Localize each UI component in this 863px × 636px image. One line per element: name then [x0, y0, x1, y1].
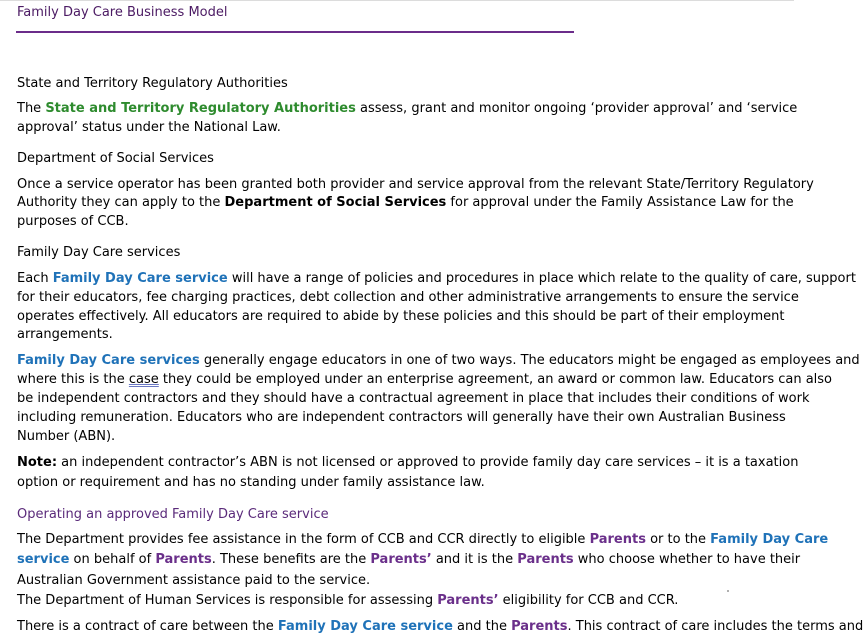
- text-run: . These benefits are the: [211, 552, 371, 567]
- fdc-p1-line-1: [17, 269, 856, 288]
- term-family-day-care-services: Family Day Care services: [17, 353, 200, 368]
- operating-p1-line-1: [17, 530, 828, 549]
- fdc-p2-line-5: Number (ABN).: [17, 429, 116, 444]
- term-family-day-care: Family Day Care: [710, 532, 829, 547]
- text-run: generally engage educators in one of two ways. The educators might be engaged as employees and: [199, 353, 860, 368]
- document-title: Family Day Care Business Model: [17, 5, 228, 20]
- fdc-p1-line-3: operates effectively. All educators are required to abide by these policies and this should be part of their employment: [17, 309, 785, 324]
- term-family-day-care-service: Family Day Care service: [52, 271, 228, 286]
- stray-mark: [727, 590, 729, 592]
- note-label: Note:: [17, 455, 58, 470]
- operating-p1-line-3: Australian Government assistance paid to the service.: [17, 573, 371, 588]
- text-run: Authority they can apply to the: [17, 195, 225, 210]
- text-run: eligibility for CCB and CCR.: [498, 593, 679, 608]
- text-run: and the: [452, 619, 512, 634]
- operating-p1-line-2: [17, 550, 801, 569]
- dss-paragraph-line-1: Once a service operator has been granted both provider and service approval from the relevant State/Territory Regulatory: [17, 177, 814, 192]
- proofing-marked-word[interactable]: case: [128, 372, 159, 387]
- term-parents: Parents: [155, 552, 212, 567]
- regulatory-paragraph-line-2: approval’ status under the National Law.: [17, 120, 281, 135]
- note-line-1: [17, 453, 798, 472]
- term-service: service: [17, 552, 70, 567]
- heading-department-social-services: Department of Social Services: [17, 151, 214, 166]
- text-run: an independent contractor’s ABN is not licensed or approved to provide family day care services – it is a taxation: [57, 455, 799, 470]
- text-run: . This contract of care includes the terms and: [567, 619, 863, 634]
- text-run: or to the: [645, 532, 711, 547]
- text-run: The Department of Human Services is responsible for assessing: [17, 593, 438, 608]
- term-department-social-services: Department of Social Services: [224, 195, 447, 210]
- text-run: for approval under the Family Assistance Law for the: [446, 195, 794, 210]
- fdc-p2-line-2: [17, 370, 832, 389]
- text-run: they could be employed under an enterprise agreement, an award or common law. Educators can also: [158, 372, 833, 387]
- text-run: The: [17, 101, 46, 116]
- operating-p3-line-1: [17, 617, 863, 636]
- fdc-p1-line-4: arrangements.: [17, 327, 113, 342]
- operating-p2-line-1: [17, 591, 678, 610]
- regulatory-paragraph-line-1: [17, 99, 797, 118]
- text-run: where this is the: [17, 372, 129, 387]
- text-run: The Department provides fee assistance in the form of CCB and CCR directly to eligible: [17, 532, 590, 547]
- fdc-p1-line-2: for their educators, fee charging practices, debt collection and other administrative arrangements to ensure the service: [17, 290, 799, 305]
- term-family-day-care-service: Family Day Care service: [277, 619, 453, 634]
- heading-family-day-care-services: Family Day Care services: [17, 245, 181, 260]
- term-parents: Parents: [589, 532, 646, 547]
- dss-paragraph-line-2: [17, 193, 794, 212]
- heading-operating-approved-service: Operating an approved Family Day Care service: [17, 507, 329, 522]
- term-regulatory-authorities: State and Territory Regulatory Authorities: [45, 101, 356, 116]
- page-top-rule: [0, 0, 794, 1]
- term-parents-possessive: Parents’: [437, 593, 499, 608]
- dss-paragraph-line-3: purposes of CCB.: [17, 214, 129, 229]
- text-run: There is a contract of care between the: [17, 619, 278, 634]
- title-underline: [16, 31, 574, 33]
- text-run: assess, grant and monitor ongoing ‘provider approval’ and ‘service: [355, 101, 798, 116]
- text-run: Each: [17, 271, 53, 286]
- term-parents-possessive: Parents’: [370, 552, 432, 567]
- text-run: and it is the: [431, 552, 518, 567]
- term-parents: Parents: [511, 619, 568, 634]
- text-run: who choose whether to have their: [573, 552, 801, 567]
- term-parents: Parents: [517, 552, 574, 567]
- text-run: on behalf of: [69, 552, 156, 567]
- note-line-2: option or requirement and has no standing under family assistance law.: [17, 475, 485, 490]
- fdc-p2-line-4: including remuneration. Educators who are independent contractors will generally have their own Australian Business: [17, 410, 786, 425]
- heading-regulatory-authorities: State and Territory Regulatory Authorities: [17, 76, 288, 91]
- fdc-p2-line-1: [17, 351, 860, 370]
- fdc-p2-line-3: be independent contractors and they should have a contractual agreement in place that includes their conditions of work: [17, 391, 810, 406]
- text-run: will have a range of policies and procedures in place which relate to the quality of care, support: [227, 271, 856, 286]
